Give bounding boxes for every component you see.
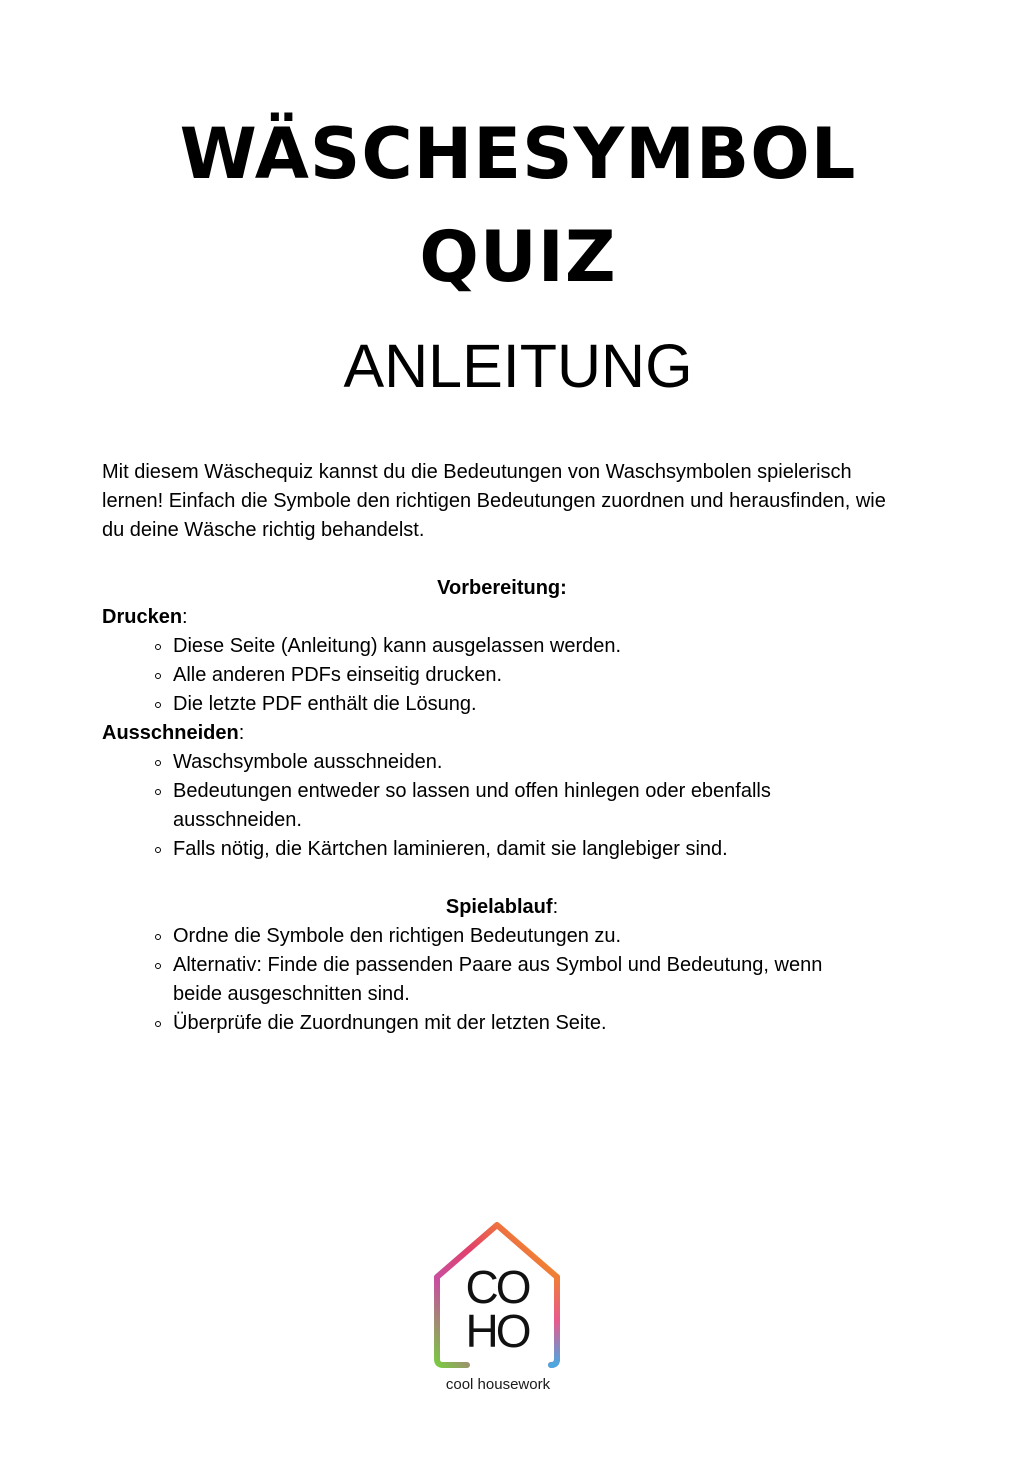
bullet-icon: [155, 934, 161, 940]
list-item-text: Alternativ: Finde die passenden Paare aus Symbol und Bedeutung, wenn beide ausgeschnitten sind.: [173, 954, 823, 1005]
list-item: [173, 661, 902, 690]
print-label: Drucken: [102, 606, 183, 628]
list-item-text: Falls nötig, die Kärtchen laminieren, damit sie langlebiger sind.: [173, 838, 728, 860]
bullet-icon: [155, 644, 161, 650]
list-item-text: Waschsymbole ausschneiden.: [173, 751, 443, 773]
list-item: [173, 777, 902, 835]
print-list: [102, 632, 902, 719]
gameplay-heading-line: Spielablauf:: [445, 896, 559, 918]
bullet-icon: [155, 702, 161, 708]
list-item: [173, 748, 902, 777]
cut-list: [102, 748, 902, 864]
cut-label: Ausschneiden: [102, 722, 239, 744]
list-item: [173, 922, 902, 951]
logo-text-line-1: CO: [465, 1261, 529, 1313]
list-item-text: Ordne die Symbole den richtigen Bedeutungen zu.: [173, 925, 622, 947]
list-item-text: Alle anderen PDFs einseitig drucken.: [173, 664, 503, 686]
list-item: [173, 1009, 902, 1038]
list-item: [173, 632, 902, 661]
coho-logo: [418, 1218, 578, 1398]
gameplay-heading: Spielablauf: [445, 896, 553, 918]
list-item: [173, 951, 902, 1009]
bullet-icon: [155, 760, 161, 766]
cut-group-label: Ausschneiden:: [102, 722, 245, 744]
preparation-heading: Vorbereitung:: [437, 577, 567, 599]
instructions-body: [102, 458, 902, 1038]
bullet-icon: [155, 963, 161, 969]
list-item: [173, 690, 902, 719]
logo-caption: cool housework: [445, 1376, 551, 1393]
bullet-icon: [155, 789, 161, 795]
list-item-text: Diese Seite (Anleitung) kann ausgelassen werden.: [173, 635, 622, 657]
title-line-2: QUIZ: [419, 216, 617, 298]
bullet-icon: [155, 847, 161, 853]
gameplay-list: [102, 922, 902, 1038]
list-item: [173, 835, 902, 864]
list-item-text: Überprüfe die Zuordnungen mit der letzten Seite.: [173, 1012, 607, 1034]
subtitle: ANLEITUNG: [343, 332, 693, 400]
bullet-icon: [155, 673, 161, 679]
title-line-1: WÄSCHESYMBOL: [179, 113, 857, 195]
print-group-label: Drucken:: [102, 606, 188, 628]
list-item-text: Die letzte PDF enthält die Lösung.: [173, 693, 477, 715]
logo-text-line-2: HO: [465, 1305, 529, 1357]
intro-paragraph: Mit diesem Wäschequiz kannst du die Bedeutungen von Waschsymbolen spielerisch lernen! Einfach die Symbole den richtigen Bedeutungen zuordnen und herausfinden, wie du deine Wäsche richtig behandelst.: [102, 461, 886, 541]
bullet-icon: [155, 1021, 161, 1027]
list-item-text: Bedeutungen entweder so lassen und offen hinlegen oder ebenfalls ausschneiden.: [173, 780, 771, 831]
